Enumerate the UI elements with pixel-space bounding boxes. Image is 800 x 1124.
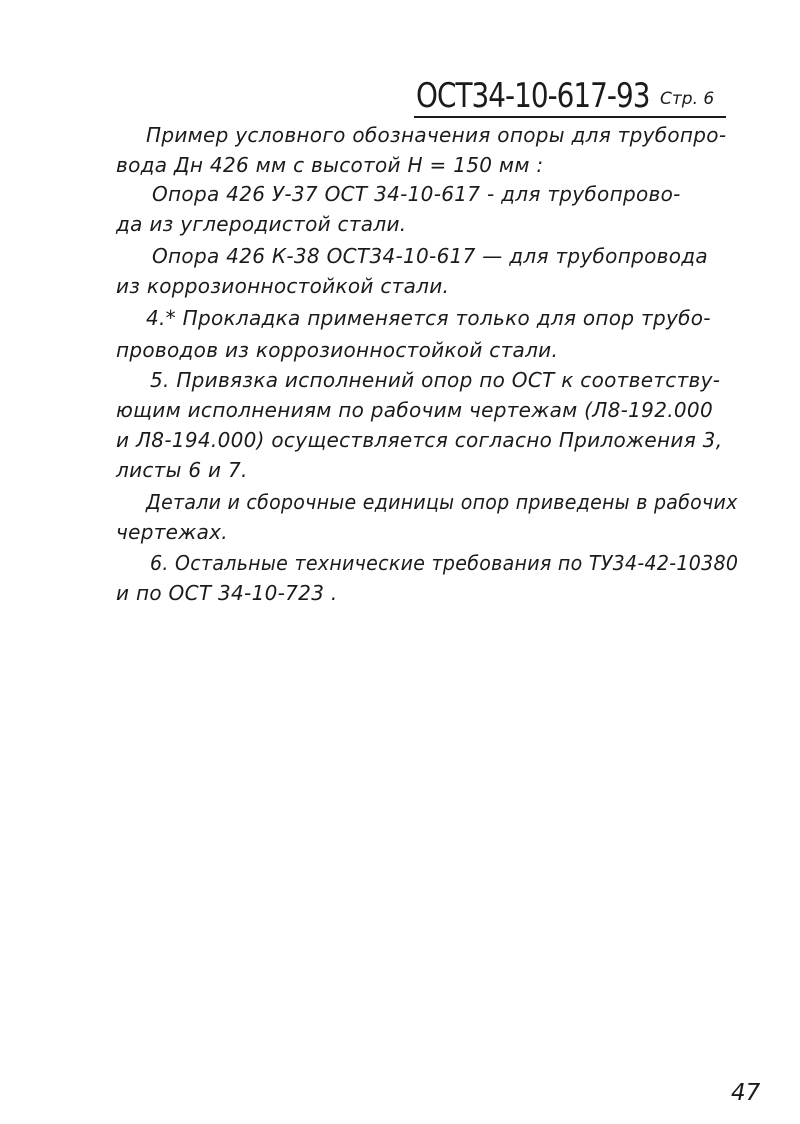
document-code: ОСТ34-10-617-93 <box>416 76 650 116</box>
text-line: из коррозионностойкой стали. <box>116 274 450 298</box>
text-line: Опора 426 У-37 ОСТ 34-10-617 - для трубопрово- <box>152 182 681 206</box>
text-line: 4.* Прокладка применяется только для опор трубо- <box>146 306 711 330</box>
page-number: 47 <box>731 1080 761 1106</box>
text-line: Пример условного обозначения опоры для трубопро- <box>146 123 727 147</box>
text-line: 6. Остальные технические требования по ТУ34-42-10380 <box>150 551 739 575</box>
text-line: листы 6 и 7. <box>116 458 248 482</box>
page-label: Стр. 6 <box>660 89 715 109</box>
text-line: ющим исполнениям по рабочим чертежам (Л8-192.000 <box>116 398 713 422</box>
text-line: да из углеродистой стали. <box>116 212 407 236</box>
text-line: вода Дн 426 мм с высотой Н = 150 мм : <box>116 153 544 177</box>
text-line: и по ОСТ 34-10-723 . <box>116 581 338 605</box>
text-line: проводов из коррозионностойкой стали. <box>116 338 559 362</box>
text-line: и Л8-194.000) осуществляется согласно Приложения 3, <box>116 428 723 452</box>
text-line: чертежах. <box>116 520 228 544</box>
document-header <box>414 76 726 118</box>
text-line: Детали и сборочные единицы опор приведены в рабочих <box>146 490 738 514</box>
text-line: Опора 426 К-38 ОСТ34-10-617 — для трубопровода <box>152 244 708 268</box>
text-line: 5. Привязка исполнений опор по ОСТ к соответству- <box>150 368 721 392</box>
